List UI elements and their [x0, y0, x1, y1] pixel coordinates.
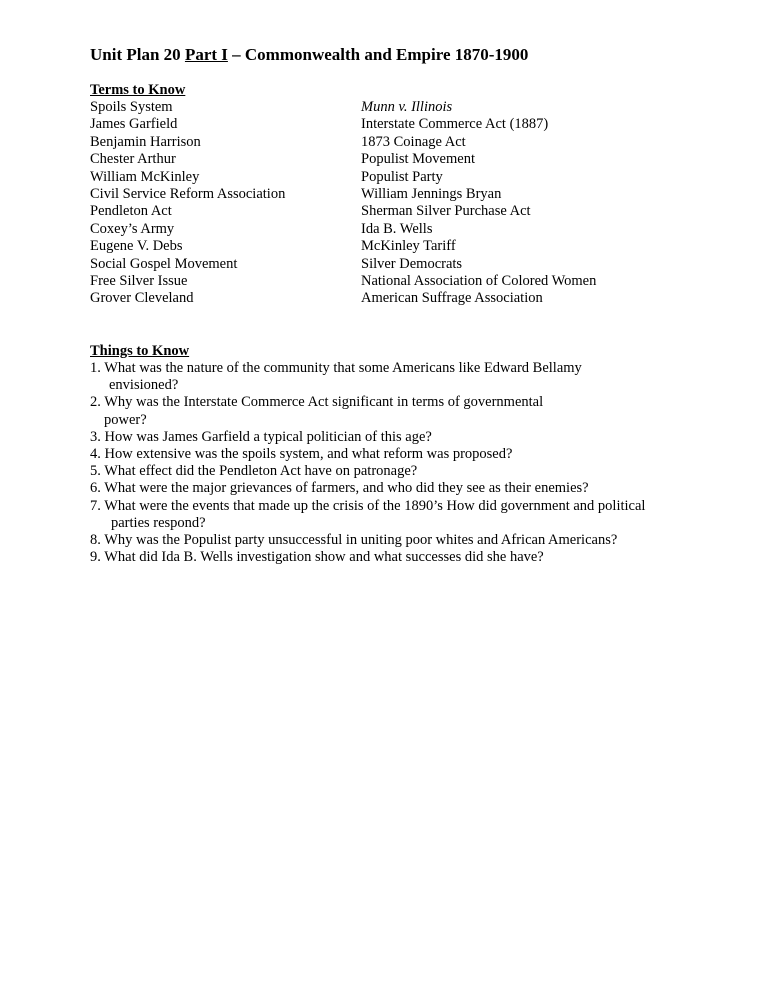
term-left: Eugene V. Debs: [90, 238, 183, 255]
term-left: Civil Service Reform Association: [90, 185, 286, 202]
terms-heading: Terms to Know: [90, 82, 186, 98]
question-item: [90, 532, 690, 549]
title-part: Part I: [184, 45, 228, 64]
term-row: [90, 186, 710, 203]
term-row: [90, 151, 710, 168]
question-continuation: parties respond?: [111, 514, 206, 531]
term-right: National Association of Colored Women: [361, 272, 597, 289]
term-right: Munn v. Illinois: [361, 99, 453, 115]
question-text: 4. How extensive was the spoils system, and what reform was proposed?: [90, 445, 513, 462]
term-row: [90, 203, 710, 220]
term-left: Benjamin Harrison: [90, 133, 201, 150]
question-text: 5. What effect did the Pendleton Act have on patronage?: [90, 463, 418, 480]
page-title: [90, 45, 528, 65]
question-text: 2. Why was the Interstate Commerce Act significant in terms of governmental: [90, 394, 544, 411]
question-text: 9. What did Ida B. Wells investigation show and what successes did she have?: [90, 549, 544, 566]
question-item: [90, 463, 690, 480]
term-left: Social Gospel Movement: [90, 255, 238, 272]
term-row: [90, 238, 710, 255]
term-row: [90, 256, 710, 273]
title-prefix: Unit Plan 20: [90, 45, 185, 64]
question-item: [90, 394, 690, 428]
term-left: Free Silver Issue: [90, 272, 188, 289]
term-left: Grover Cleveland: [90, 290, 194, 307]
question-item: [90, 480, 690, 497]
question-item: [90, 498, 690, 532]
things-heading: Things to Know: [90, 343, 190, 359]
question-item: [90, 549, 690, 566]
question-text: 7. What were the events that made up the crisis of the 1890’s How did government and political: [90, 497, 646, 514]
term-right: Ida B. Wells: [361, 220, 433, 237]
question-item: [90, 429, 690, 446]
term-right: American Suffrage Association: [361, 290, 543, 307]
term-row: [90, 99, 710, 116]
term-right: Populist Party: [361, 168, 443, 185]
term-left: Spoils System: [90, 99, 173, 115]
term-right: McKinley Tariff: [361, 238, 456, 255]
term-left: William McKinley: [90, 168, 200, 185]
term-row: [90, 221, 710, 238]
question-item: [90, 360, 690, 394]
term-right: 1873 Coinage Act: [361, 133, 466, 150]
term-right: Silver Democrats: [361, 255, 463, 272]
question-text: 8. Why was the Populist party unsuccessful in uniting poor whites and African Americans?: [90, 531, 618, 548]
questions-list: [90, 360, 690, 566]
question-text: 3. How was James Garfield a typical politician of this age?: [90, 428, 432, 445]
title-suffix: – Commonwealth and Empire 1870-1900: [227, 45, 529, 64]
term-row: [90, 134, 710, 151]
term-left: Coxey’s Army: [90, 220, 175, 237]
question-continuation: power?: [104, 411, 147, 428]
term-right: Sherman Silver Purchase Act: [361, 203, 531, 220]
term-right: Interstate Commerce Act (1887): [361, 116, 549, 133]
term-row: [90, 273, 710, 290]
term-row: [90, 116, 710, 133]
question-continuation: envisioned?: [109, 377, 179, 394]
term-left: Pendleton Act: [90, 203, 172, 220]
term-right: Populist Movement: [361, 151, 475, 168]
term-left: Chester Arthur: [90, 151, 176, 168]
question-text: 6. What were the major grievances of farmers, and who did they see as their enemies?: [90, 480, 589, 497]
term-row: [90, 169, 710, 186]
term-row: [90, 290, 710, 307]
term-right: William Jennings Bryan: [361, 185, 502, 202]
question-item: [90, 446, 690, 463]
question-text: 1. What was the nature of the community that some Americans like Edward Bellamy: [90, 360, 582, 376]
terms-list: [90, 99, 710, 308]
term-left: James Garfield: [90, 116, 178, 133]
